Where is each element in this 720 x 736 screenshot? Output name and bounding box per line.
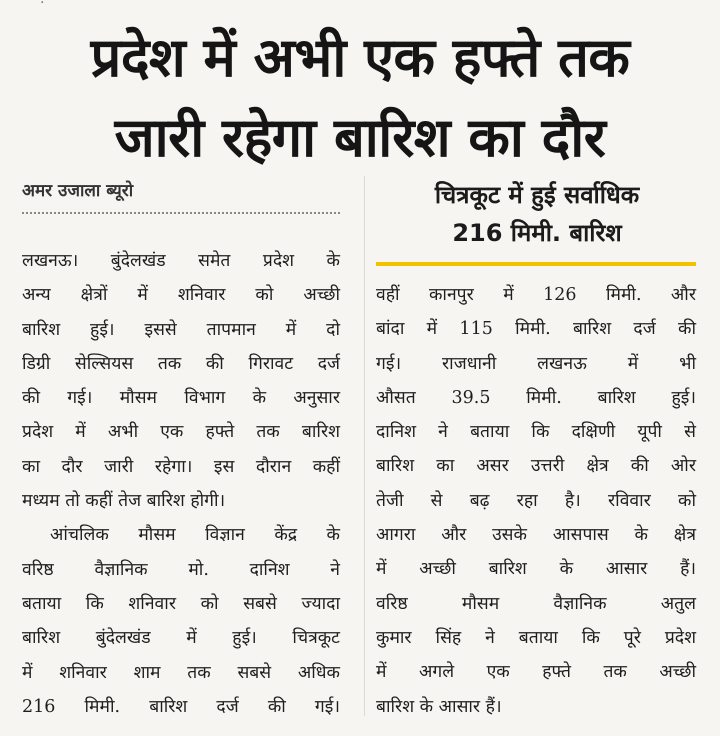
right-column-line: गई। राजधानी लखनऊ में भी bbox=[376, 353, 696, 374]
left-column-line: अन्य क्षेत्रों में शनिवार को अच्छी bbox=[22, 285, 340, 306]
right-column bbox=[376, 278, 696, 724]
subheadline-line-2: 216 मिमी. बारिश bbox=[452, 219, 622, 247]
left-column-line: में शनिवार शाम तक सबसे अधिक bbox=[22, 662, 340, 683]
left-column-line: डिग्री सेल्सियस तक की गिरावट दर्ज bbox=[22, 353, 340, 374]
left-column-line: की गई। मौसम विभाग के अनुसार bbox=[22, 388, 340, 409]
left-column-line: 216 मिमी. बारिश दर्ज की गई। bbox=[22, 696, 340, 717]
right-column-line: बारिश का असर उत्तरी क्षेत्र की ओर bbox=[376, 456, 696, 477]
byline: अमर उजाला ब्यूरो bbox=[22, 181, 134, 201]
left-column-line: का दौर जारी रहेगा। इस दौरान कहीं bbox=[22, 456, 340, 477]
clipped-previous-text bbox=[0, 0, 720, 10]
left-column-line: मध्यम तो कहीं तेज बारिश होगी। bbox=[22, 491, 226, 512]
clipped-text-fragment bbox=[40, 0, 44, 7]
headline bbox=[0, 18, 720, 178]
right-column-line: कुमार सिंह ने बताया कि पूरे प्रदेश bbox=[376, 627, 696, 648]
left-column-line: प्रदेश में अभी एक हफ्ते तक बारिश bbox=[22, 422, 340, 443]
left-column-line: बारिश हुई। इससे तापमान में दो bbox=[22, 319, 340, 340]
left-column-line: बताया कि शनिवार को सबसे ज्यादा bbox=[22, 593, 340, 614]
right-column-line: में अच्छी बारिश के आसार हैं। bbox=[376, 559, 696, 580]
right-column-line: वरिष्ठ मौसम वैज्ञानिक अतुल bbox=[376, 593, 696, 614]
right-column-line: वहीं कानपुर में 126 मिमी. और bbox=[376, 285, 696, 305]
byline-divider bbox=[22, 212, 340, 214]
left-column bbox=[22, 244, 340, 724]
right-column-line: दानिश ने बताया कि दक्षिणी यूपी से bbox=[376, 422, 696, 443]
right-column-line: बारिश के आसार हैं। bbox=[376, 696, 502, 717]
headline-line-1: प्रदेश में अभी एक हफ्ते तक bbox=[90, 26, 630, 89]
left-column-line: वरिष्ठ वैज्ञानिक मो. दानिश ने bbox=[22, 559, 340, 580]
right-column-line: तेजी से बढ़ रहा है। रविवार को bbox=[376, 490, 696, 511]
subheadline-line-1: चित्रकूट में हुई सर्वाधिक bbox=[434, 181, 640, 209]
column-divider bbox=[364, 176, 365, 716]
right-column-line: आगरा और उसके आसपास के क्षेत्र bbox=[376, 525, 696, 546]
subheadline bbox=[376, 176, 698, 252]
left-column-line: बारिश बुंदेलखंड में हुई। चित्रकूट bbox=[22, 628, 340, 649]
right-column-line: में अगले एक हफ्ते तक अच्छी bbox=[376, 662, 696, 683]
left-column-line: आंचलिक मौसम विज्ञान केंद्र के bbox=[50, 525, 340, 546]
right-column-line: बांदा में 115 मिमी. बारिश दर्ज की bbox=[376, 319, 696, 340]
right-column-line: औसत 39.5 मिमी. बारिश हुई। bbox=[376, 387, 696, 408]
left-column-line: लखनऊ। बुंदेलखंड समेत प्रदेश के bbox=[22, 251, 340, 271]
subheadline-accent-rule bbox=[376, 262, 696, 266]
headline-line-2: जारी रहेगा बारिश का दौर bbox=[114, 106, 606, 169]
